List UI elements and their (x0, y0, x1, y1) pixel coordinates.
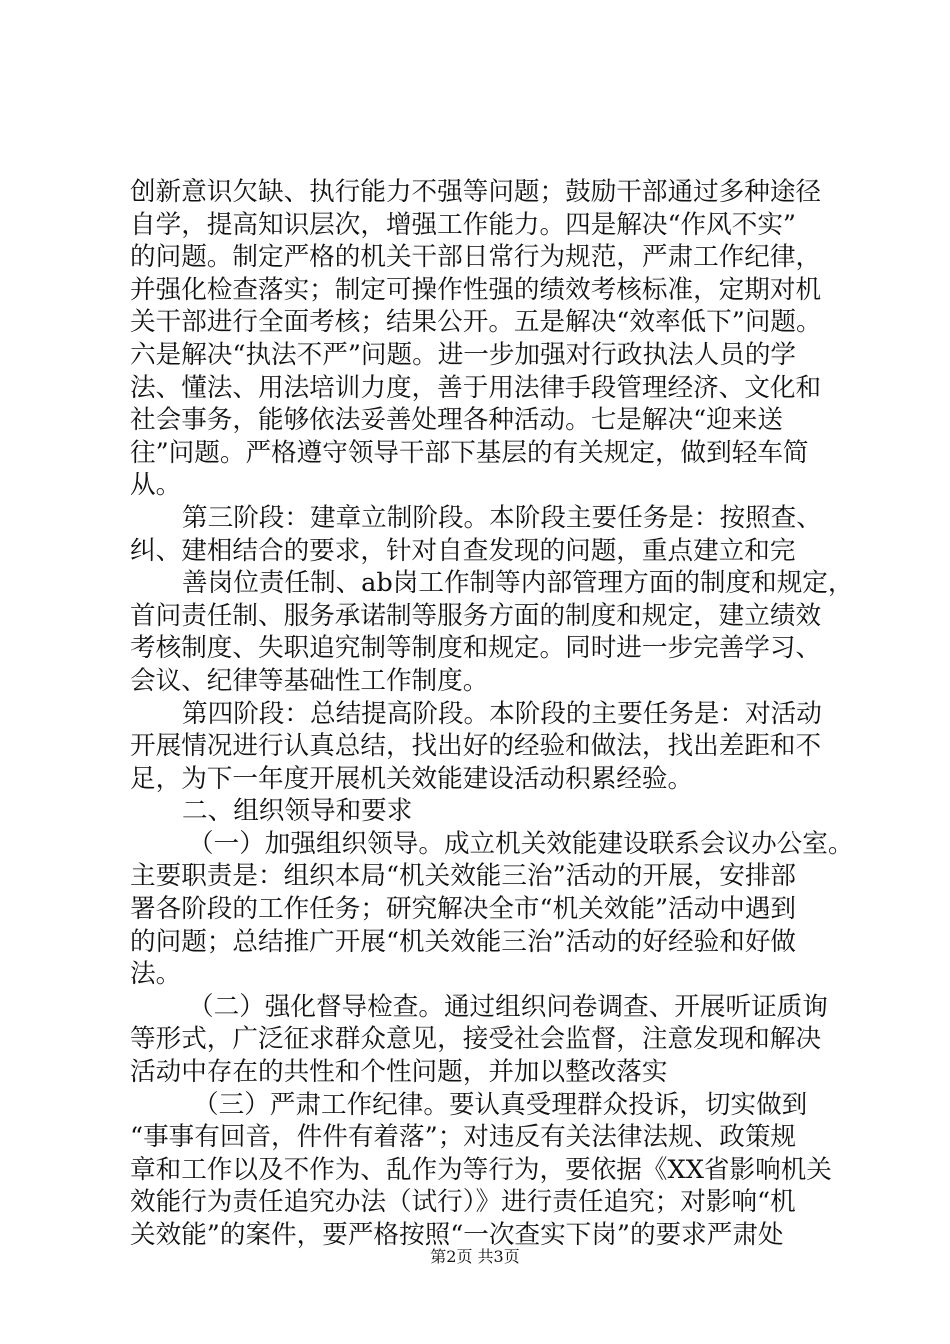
text-line: 足，为下一年度开展机关效能建设活动积累经验。 (130, 763, 694, 794)
text-line: 关效能”的案件，要严格按照“一次查实下岗”的要求严肃处 (130, 1220, 784, 1250)
text-line: 效能行为责任追究办法（试行）》进行责任追究；对影响“机 (130, 1187, 796, 1218)
text-line: 开展情况进行认真总结，找出好的经验和做法，找出差距和不 (130, 731, 822, 762)
page-footer (0, 1244, 950, 1267)
text-line: 法。 (130, 959, 182, 990)
text-line: 的问题；总结推广开展“机关效能三治”活动的好经验和好做 (130, 926, 797, 957)
text-line: 善岗位责任制、ab岗工作制等内部管理方面的制度和规定， (182, 568, 854, 599)
page-number: 第2页 共3页 (430, 1247, 520, 1266)
text-line: 关干部进行全面考核；结果公开。五是解决“效率低下”问题。 (130, 307, 822, 338)
text-line: “事事有回音，件件有着落”；对违反有关法律法规、政策规 (130, 1122, 797, 1153)
text-line: 法、懂法、用法培训力度，善于用法律手段管理经济、文化和 (130, 372, 822, 403)
text-line: 等形式，广泛征求群众意见，接受社会监督，注意发现和解决 (130, 1024, 822, 1055)
text-line: 主要职责是：组织本局“机关效能三治”活动的开展，安排部 (130, 861, 797, 892)
text-line: 活动中存在的共性和个性问题，并加以整改落实 (130, 1057, 668, 1088)
text-line: 并强化检查落实；制定可操作性强的绩效考核标准，定期对机 (130, 274, 822, 305)
text-line: 社会事务，能够依法妥善处理各种活动。七是解决“迎来送 (130, 405, 783, 436)
document-body (130, 176, 860, 1252)
text-line: （二）强化督导检查。通过组织问卷调查、开展听证质询 (188, 991, 828, 1022)
text-line: 第三阶段：建章立制阶段。本阶段主要任务是：按照查、 (182, 502, 822, 533)
text-line: 六是解决“执法不严”问题。进一步加强对行政执法人员的学 (130, 339, 797, 370)
text-line: 署各阶段的工作任务；研究解决全市“机关效能”活动中遇到 (130, 894, 797, 925)
text-line: 第四阶段：总结提高阶段。本阶段的主要任务是：对活动 (182, 698, 822, 729)
text-line: 首问责任制、服务承诺制等服务方面的制度和规定，建立绩效 (130, 600, 822, 631)
text-line: 自学，提高知识层次，增强工作能力。四是解决“作风不实” (130, 209, 797, 240)
text-line: （一）加强组织领导。成立机关效能建设联系会议办公室。 (188, 828, 854, 859)
text-line: 会议、纪律等基础性工作制度。 (130, 665, 489, 696)
text-line: 考核制度、失职追究制等制度和规定。同时进一步完善学习、 (130, 633, 822, 664)
text-line: 创新意识欠缺、执行能力不强等问题；鼓励干部通过多种途径 (130, 177, 822, 207)
text-line: （三）严肃工作纪律。要认真受理群众投诉，切实做到 (193, 1089, 808, 1120)
text-line: 从。 (130, 470, 182, 501)
text-line: 往”问题。严格遵守领导干部下基层的有关规定，做到轻车简 (130, 437, 809, 468)
text-line: 的问题。制定严格的机关干部日常行为规范，严肃工作纪律， (130, 242, 822, 273)
text-line: 章和工作以及不作为、乱作为等行为，要依据《XX省影响机关 (130, 1154, 832, 1185)
section-heading: 二、组织领导和要求 (182, 796, 413, 827)
text-line: 纠、建相结合的要求，针对自查发现的问题，重点建立和完 (130, 535, 796, 566)
